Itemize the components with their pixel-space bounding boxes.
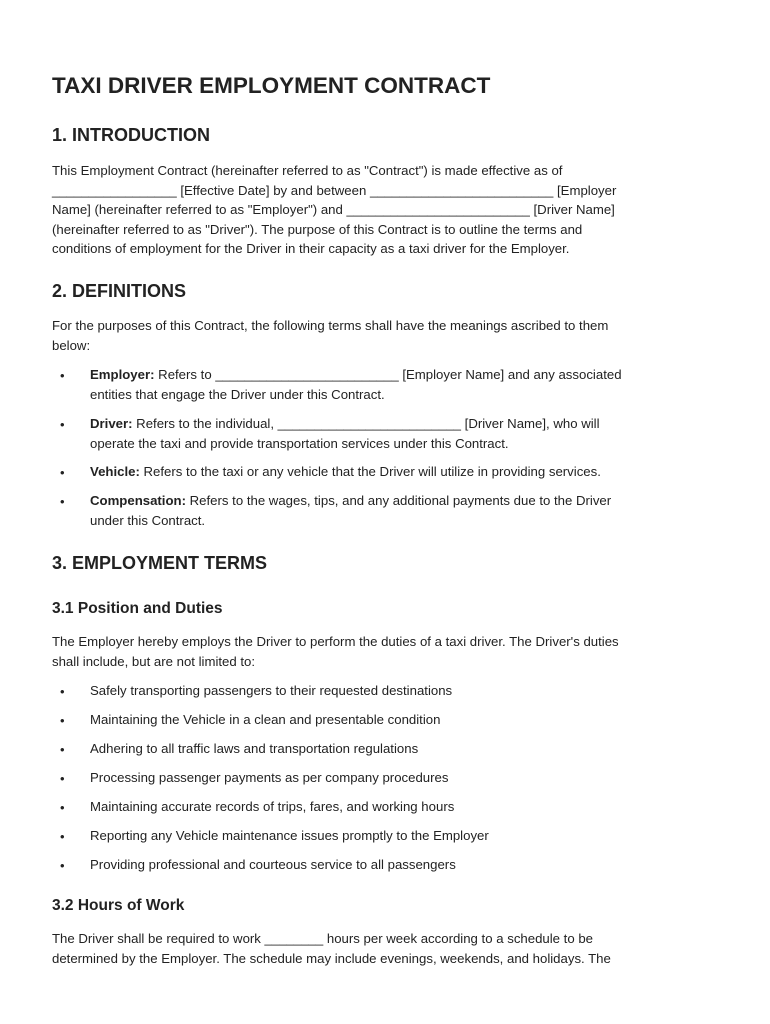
bullet-icon: • xyxy=(60,858,65,873)
paragraph-line: conditions of employment for the Driver in their capacity as a taxi driver for the Employer. xyxy=(52,241,570,256)
bullet-icon: • xyxy=(60,713,65,728)
bullet-icon: • xyxy=(60,417,65,432)
definition-text: entities that engage the Driver under this Contract. xyxy=(90,386,385,402)
duty-text: Maintaining accurate records of trips, fares, and working hours xyxy=(90,799,455,814)
paragraph-line: The Driver shall be required to work ________ hours per week according to a schedule to be xyxy=(52,931,594,946)
section-heading-employment-terms: 3. EMPLOYMENT TERMS xyxy=(52,553,268,573)
section-heading-introduction: 1. INTRODUCTION xyxy=(52,125,211,145)
introduction-paragraph xyxy=(52,161,718,259)
definition-term: Compensation: xyxy=(90,493,186,508)
duty-text: Adhering to all traffic laws and transportation regulations xyxy=(90,741,419,756)
definition-text: Refers to the individual, _________________________ [Driver Name], who will xyxy=(132,416,600,431)
position-paragraph xyxy=(52,632,718,671)
paragraph-line: (hereinafter referred to as "Driver"). The purpose of this Contract is to outline the terms and xyxy=(52,221,583,237)
section-heading-definitions: 2. DEFINITIONS xyxy=(52,281,187,301)
duty-text: Providing professional and courteous service to all passengers xyxy=(90,857,456,872)
bullet-icon: • xyxy=(60,800,65,815)
bullet-icon: • xyxy=(60,494,65,509)
definition-text: Refers to the taxi or any vehicle that the Driver will utilize in providing services. xyxy=(139,464,601,479)
hours-paragraph xyxy=(52,929,718,968)
definition-text: operate the taxi and provide transportation services under this Contract. xyxy=(90,435,509,451)
paragraph-line: For the purposes of this Contract, the following terms shall have the meanings ascribed to them xyxy=(52,318,609,333)
definition-term: Vehicle: xyxy=(90,464,140,479)
subsection-heading-position: 3.1 Position and Duties xyxy=(52,600,223,617)
paragraph-line: determined by the Employer. The schedule may include evenings, weekends, and holidays. The xyxy=(52,950,611,966)
paragraph-line: shall include, but are not limited to: xyxy=(52,653,256,669)
document-title: TAXI DRIVER EMPLOYMENT CONTRACT xyxy=(52,73,491,98)
definition-text: under this Contract. xyxy=(90,512,206,528)
bullet-icon: • xyxy=(60,684,65,699)
definition-text: Refers to the wages, tips, and any additional payments due to the Driver xyxy=(185,493,612,508)
duty-text: Processing passenger payments as per company procedures xyxy=(90,770,449,785)
subsection-heading-hours: 3.2 Hours of Work xyxy=(52,897,185,914)
paragraph-line: This Employment Contract (hereinafter referred to as "Contract") is made effective as of xyxy=(52,163,563,178)
paragraph-line: The Employer hereby employs the Driver to perform the duties of a taxi driver. The Driver's duties xyxy=(52,634,619,649)
paragraph-line: _________________ [Effective Date] by and between _________________________ [Employer xyxy=(52,182,617,198)
definition-term: Employer: xyxy=(90,367,155,382)
paragraph-line: below: xyxy=(52,337,91,353)
bullet-icon: • xyxy=(60,368,65,383)
bullet-icon: • xyxy=(60,465,65,480)
duty-text: Maintaining the Vehicle in a clean and presentable condition xyxy=(90,712,441,727)
bullet-icon: • xyxy=(60,771,65,786)
duty-text: Reporting any Vehicle maintenance issues promptly to the Employer xyxy=(90,828,489,843)
duty-text: Safely transporting passengers to their requested destinations xyxy=(90,683,453,698)
bullet-icon: • xyxy=(60,742,65,757)
definition-term: Driver: xyxy=(90,416,133,431)
definitions-intro xyxy=(52,316,718,355)
paragraph-line: Name] (hereinafter referred to as "Employer") and _________________________ [Driver Name] xyxy=(52,202,615,217)
definition-text: Refers to _________________________ [Employer Name] and any associated xyxy=(154,367,622,382)
bullet-icon: • xyxy=(60,829,65,844)
